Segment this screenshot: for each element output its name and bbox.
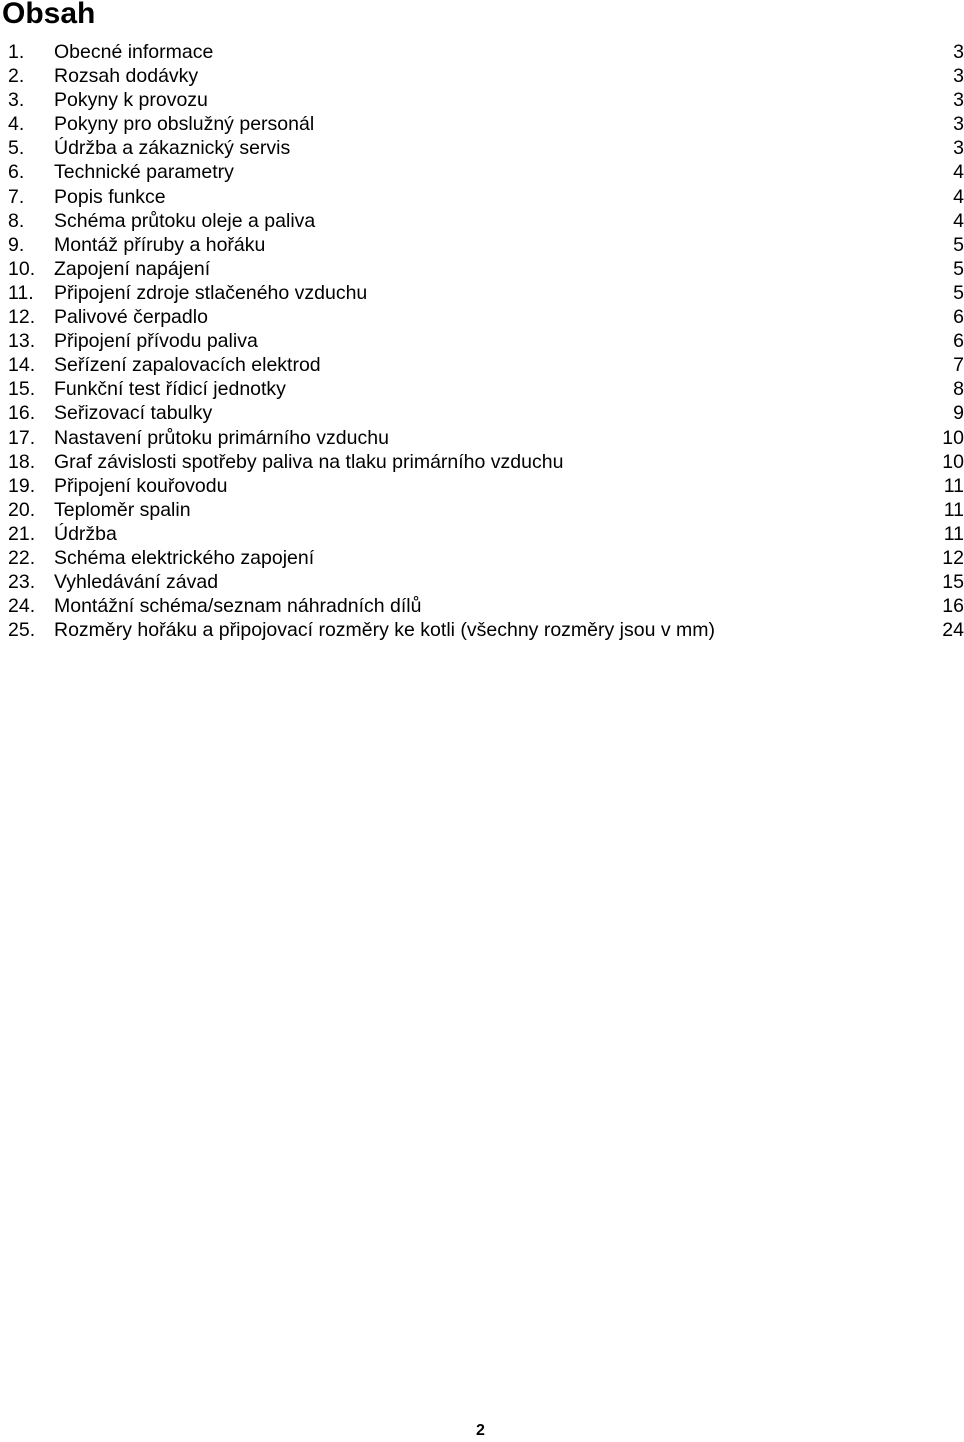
toc-entry-page: 9: [953, 402, 964, 425]
toc-entry-number: 21.: [8, 522, 36, 545]
toc-entry-number: 25.: [8, 619, 36, 642]
toc-entry-page: 3: [953, 41, 964, 63]
toc-entry-title: Údržba: [54, 522, 117, 545]
toc-entry-title: Zapojení napájení: [54, 257, 211, 280]
toc-entry-page: 7: [953, 354, 964, 377]
toc-entry-page: 4: [953, 185, 964, 208]
toc-entry-title: Seřízení zapalovacích elektrod: [54, 354, 321, 377]
toc-entry-title: Nastavení průtoku primárního vzduchu: [54, 426, 389, 449]
toc-entry[interactable]: [8, 64, 964, 88]
toc-entry-title: Rozměry hořáku a připojovací rozměry ke kotli (všechny rozměry jsou v mm): [54, 619, 716, 642]
toc-entry-page: 11: [943, 474, 964, 497]
toc-entry-title: Graf závislosti spotřeby paliva na tlaku primárního vzduchu: [54, 450, 564, 473]
toc-entry-title: Připojení kouřovodu: [54, 474, 228, 497]
toc-entry-number: 1.: [8, 41, 25, 63]
toc-entry-number: 4.: [8, 113, 25, 136]
toc-entry-number: 17.: [8, 426, 36, 449]
toc-entry[interactable]: [8, 160, 964, 184]
toc-entry-page: 11: [943, 522, 964, 545]
toc-entry-title: Schéma průtoku oleje a paliva: [54, 209, 316, 232]
toc-entry-title: Seřizovací tabulky: [54, 402, 213, 425]
toc-entry[interactable]: [8, 474, 964, 498]
toc-entry[interactable]: [8, 498, 964, 522]
toc-entry[interactable]: [8, 257, 964, 281]
toc-entry[interactable]: [8, 522, 964, 546]
toc-entry[interactable]: [8, 450, 964, 474]
toc-entry-number: 15.: [8, 378, 36, 401]
toc-entry[interactable]: [8, 281, 964, 305]
toc-entry[interactable]: [8, 546, 964, 570]
toc-entry-title: Technické parametry: [54, 161, 234, 184]
toc-entry-number: 2.: [8, 65, 25, 88]
toc-entry[interactable]: [8, 88, 964, 112]
toc-entry-number: 14.: [8, 354, 36, 377]
toc-entry-title: Montáž příruby a hořáku: [54, 233, 266, 256]
toc-entry-page: 10: [942, 450, 964, 473]
table-of-contents: [8, 40, 964, 642]
toc-entry-page: 5: [953, 281, 964, 304]
toc-entry-title: Palivové čerpadlo: [54, 306, 208, 329]
toc-entry-number: 22.: [8, 546, 36, 569]
toc-entry-page: 3: [953, 65, 964, 88]
toc-entry-page: 11: [943, 498, 964, 521]
toc-entry[interactable]: [8, 136, 964, 160]
toc-entry[interactable]: [8, 233, 964, 257]
toc-entry-page: 6: [953, 330, 964, 353]
toc-entry-page: 12: [942, 546, 964, 569]
toc-entry-page: 6: [953, 306, 964, 329]
toc-entry-page: 8: [953, 378, 964, 401]
toc-entry[interactable]: [8, 618, 964, 642]
toc-entry[interactable]: [8, 329, 964, 353]
toc-entry-number: 3.: [8, 89, 25, 112]
toc-entry-number: 23.: [8, 571, 36, 594]
toc-entry-title: Obecné informace: [54, 41, 214, 63]
toc-entry-page: 4: [953, 209, 964, 232]
toc-entry-page: 3: [953, 89, 964, 112]
toc-entry-page: 4: [953, 161, 964, 184]
toc-entry[interactable]: [8, 401, 964, 425]
toc-entry-title: Vyhledávání závad: [54, 571, 219, 594]
toc-entry-number: 10.: [8, 257, 36, 280]
toc-entry[interactable]: [8, 185, 964, 209]
toc-entry[interactable]: [8, 426, 964, 450]
toc-entry-title: Údržba a zákaznický servis: [54, 137, 291, 160]
toc-entry-title: Schéma elektrického zapojení: [54, 546, 315, 569]
toc-entry-number: 20.: [8, 498, 36, 521]
toc-entry-page: 10: [942, 426, 964, 449]
toc-entry-page: 3: [953, 137, 964, 160]
page-number: 2: [476, 1422, 485, 1439]
toc-entry[interactable]: [8, 209, 964, 233]
toc-entry[interactable]: [8, 570, 964, 594]
toc-entry-number: 7.: [8, 185, 25, 208]
toc-entry[interactable]: [8, 112, 964, 136]
toc-entry-page: 24: [942, 619, 964, 642]
toc-entry-number: 19.: [8, 474, 36, 497]
toc-entry[interactable]: [8, 594, 964, 618]
toc-entry-page: 5: [953, 233, 964, 256]
toc-entry-number: 16.: [8, 402, 36, 425]
toc-entry-number: 8.: [8, 209, 25, 232]
toc-entry-number: 12.: [8, 306, 36, 329]
toc-entry-title: Připojení zdroje stlačeného vzduchu: [54, 281, 368, 304]
toc-entry-title: Teploměr spalin: [54, 498, 191, 521]
toc-entry-page: 16: [942, 595, 964, 618]
toc-entry-number: 18.: [8, 450, 36, 473]
toc-entry[interactable]: [8, 40, 964, 64]
toc-entry-page: 3: [953, 113, 964, 136]
toc-entry-number: 11.: [8, 281, 34, 304]
toc-entry-number: 6.: [8, 161, 25, 184]
toc-entry-page: 15: [942, 571, 964, 594]
toc-entry-title: Pokyny pro obslužný personál: [54, 113, 315, 136]
toc-entry-title: Připojení přívodu paliva: [54, 330, 258, 353]
page-title: Obsah: [2, 0, 96, 30]
toc-entry-title: Pokyny k provozu: [54, 89, 208, 112]
toc-entry[interactable]: [8, 305, 964, 329]
toc-entry-title: Funkční test řídicí jednotky: [54, 378, 286, 401]
toc-entry-number: 24.: [8, 595, 36, 618]
toc-entry-page: 5: [953, 257, 964, 280]
toc-entry-number: 13.: [8, 330, 36, 353]
toc-entry[interactable]: [8, 377, 964, 401]
toc-entry-number: 9.: [8, 233, 25, 256]
toc-entry-title: Popis funkce: [54, 185, 166, 208]
toc-entry-number: 5.: [8, 137, 25, 160]
toc-entry-title: Rozsah dodávky: [54, 65, 199, 88]
toc-entry-title: Montážní schéma/seznam náhradních dílů: [54, 595, 422, 618]
toc-entry[interactable]: [8, 353, 964, 377]
